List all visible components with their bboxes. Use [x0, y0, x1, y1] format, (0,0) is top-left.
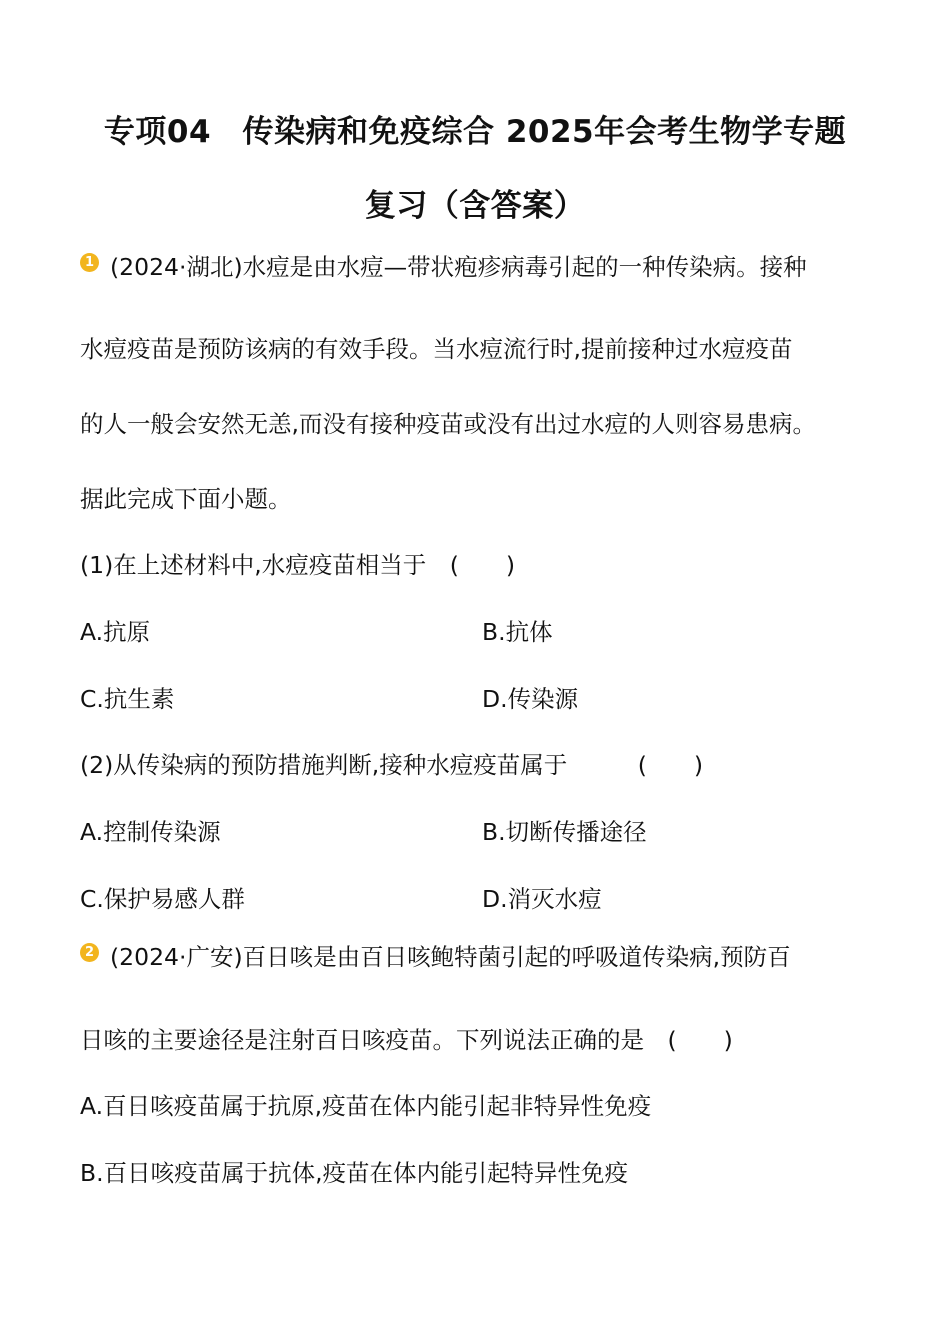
question-number-badge: 2 — [80, 943, 99, 962]
q2-text-line-2: 日咳的主要途径是注射百日咳疫苗。下列说法正确的是 ( ) — [80, 1026, 733, 1054]
q1-text-line-2: 水痘疫苗是预防该病的有效手段。当水痘流行时,提前接种过水痘疫苗 — [80, 335, 793, 363]
doc-title-line2: 复习（含答案） — [364, 188, 586, 224]
q1-sub1-stem: (1)在上述材料中,水痘疫苗相当于 ( ) — [80, 551, 516, 579]
q2-text-line-1: (2024·广安)百日咳是由百日咳鲍特菌引起的呼吸道传染病,预防百 — [110, 943, 791, 971]
q1-sub2-option-a: A.控制传染源 — [80, 818, 221, 846]
q1-sub1-option-a: A.抗原 — [80, 618, 151, 646]
q1-text-line-3: 的人一般会安然无恙,而没有接种疫苗或没有出过水痘的人则容易患病。 — [80, 410, 816, 438]
question-number-badge: 1 — [80, 253, 99, 272]
q2-option-b: B.百日咳疫苗属于抗体,疫苗在体内能引起特异性免疫 — [80, 1159, 629, 1187]
q1-sub2-option-b: B.切断传播途径 — [482, 818, 647, 846]
q1-sub2-stem: (2)从传染病的预防措施判断,接种水痘疫苗属于 ( ) — [80, 751, 704, 779]
q1-text-line-4: 据此完成下面小题。 — [80, 485, 292, 513]
q1-sub2-option-c: C.保护易感人群 — [80, 885, 245, 913]
q2-option-a: A.百日咳疫苗属于抗原,疫苗在体内能引起非特异性免疫 — [80, 1092, 652, 1120]
q1-text-line-1: (2024·湖北)水痘是由水痘—带状疱疹病毒引起的一种传染病。接种 — [110, 253, 807, 281]
q1-sub1-option-c: C.抗生素 — [80, 685, 175, 713]
q1-sub1-option-d: D.传染源 — [482, 685, 579, 713]
q1-sub1-option-b: B.抗体 — [482, 618, 553, 646]
doc-title-line1: 专项04 传染病和免疫综合 2025年会考生物学专题 — [103, 114, 847, 150]
q1-sub2-option-d: D.消灭水痘 — [482, 885, 602, 913]
